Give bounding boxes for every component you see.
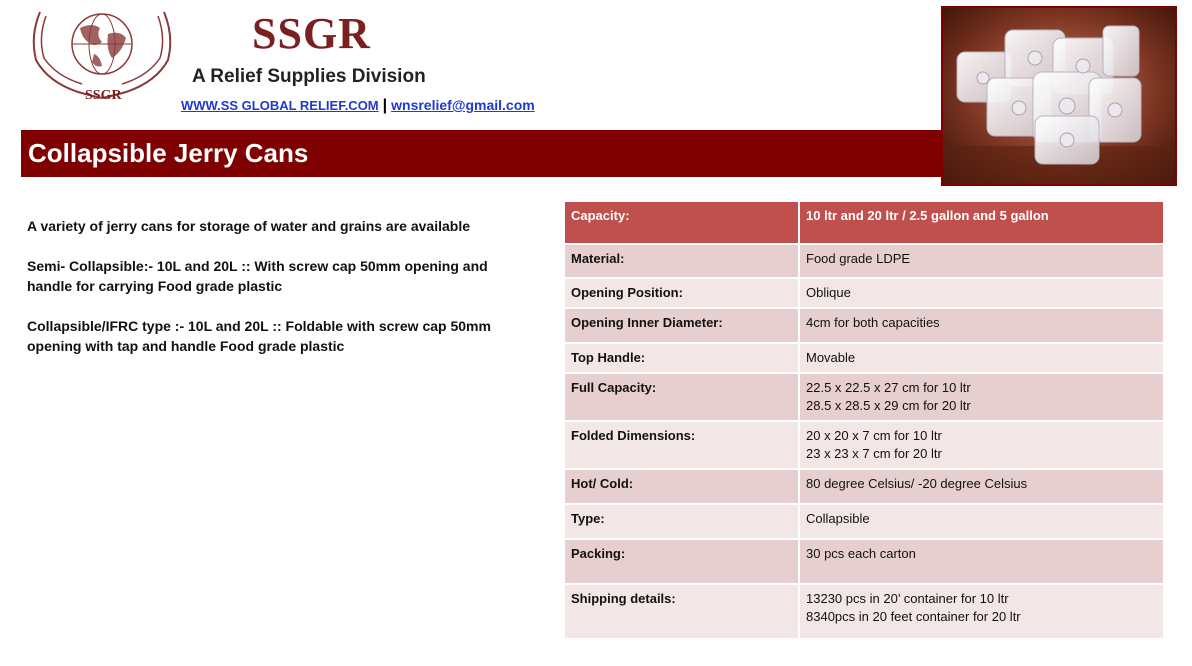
website-link[interactable]: WWW.SS GLOBAL RELIEF.COM xyxy=(181,98,379,113)
spec-label: Hot/ Cold: xyxy=(565,469,799,504)
spec-value: 13230 pcs in 20’ container for 10 ltr 8340pcs in 20 feet container for 20 ltr xyxy=(799,584,1164,639)
spec-row xyxy=(565,278,1164,308)
brand-name: SSGR xyxy=(252,9,371,58)
spec-value: Food grade LDPE xyxy=(799,244,1164,278)
spec-label: Full Capacity: xyxy=(565,373,799,421)
spec-label: Capacity: xyxy=(565,202,799,244)
spec-row xyxy=(565,343,1164,373)
spec-label: Opening Position: xyxy=(565,278,799,308)
contact-links xyxy=(181,97,535,115)
spec-label: Opening Inner Diameter: xyxy=(565,308,799,343)
spec-value: 20 x 20 x 7 cm for 10 ltr 23 x 23 x 7 cm for 20 ltr xyxy=(799,421,1164,469)
spec-row xyxy=(565,244,1164,278)
spec-value: Collapsible xyxy=(799,504,1164,539)
spec-value: 30 pcs each carton xyxy=(799,539,1164,584)
spec-value: Movable xyxy=(799,343,1164,373)
title-bar xyxy=(21,130,951,177)
division-subtitle: A Relief Supplies Division xyxy=(192,66,426,87)
spec-row xyxy=(565,504,1164,539)
spec-row xyxy=(565,308,1164,343)
spec-row xyxy=(565,584,1164,639)
description-semi-collapsible: Semi- Collapsible:- 10L and 20L :: With screw cap 50mm opening and handle for carrying Food grade plastic xyxy=(27,258,488,294)
spec-value: 22.5 x 22.5 x 27 cm for 10 ltr 28.5 x 28.5 x 29 cm for 20 ltr xyxy=(799,373,1164,421)
ssgr-logo xyxy=(22,6,182,110)
spec-value: 10 ltr and 20 ltr / 2.5 gallon and 5 gallon xyxy=(799,202,1164,244)
spec-label: Top Handle: xyxy=(565,343,799,373)
spec-label: Folded Dimensions: xyxy=(565,421,799,469)
spec-row xyxy=(565,421,1164,469)
spec-value: 80 degree Celsius/ -20 degree Celsius xyxy=(799,469,1164,504)
logo-text: SSGR xyxy=(85,88,122,103)
spec-row xyxy=(565,202,1164,244)
link-separator: | xyxy=(382,97,388,114)
spec-row xyxy=(565,539,1164,584)
description-block xyxy=(27,216,527,376)
spec-value: 4cm for both capacities xyxy=(799,308,1164,343)
spec-value: Oblique xyxy=(799,278,1164,308)
spec-label: Packing: xyxy=(565,539,799,584)
spec-label: Shipping details: xyxy=(565,584,799,639)
description-intro: A variety of jerry cans for storage of water and grains are available xyxy=(27,218,470,234)
spec-row xyxy=(565,469,1164,504)
page-title: Collapsible Jerry Cans xyxy=(28,138,309,168)
spec-label: Type: xyxy=(565,504,799,539)
email-link[interactable]: wnsrelief@gmail.com xyxy=(391,97,535,113)
spec-table xyxy=(565,202,1165,640)
spec-row xyxy=(565,373,1164,421)
spec-label: Material: xyxy=(565,244,799,278)
description-collapsible-ifrc: Collapsible/IFRC type :- 10L and 20L :: Foldable with screw cap 50mm opening with tap and handle Food grade plastic xyxy=(27,318,491,354)
product-photo xyxy=(941,6,1177,186)
